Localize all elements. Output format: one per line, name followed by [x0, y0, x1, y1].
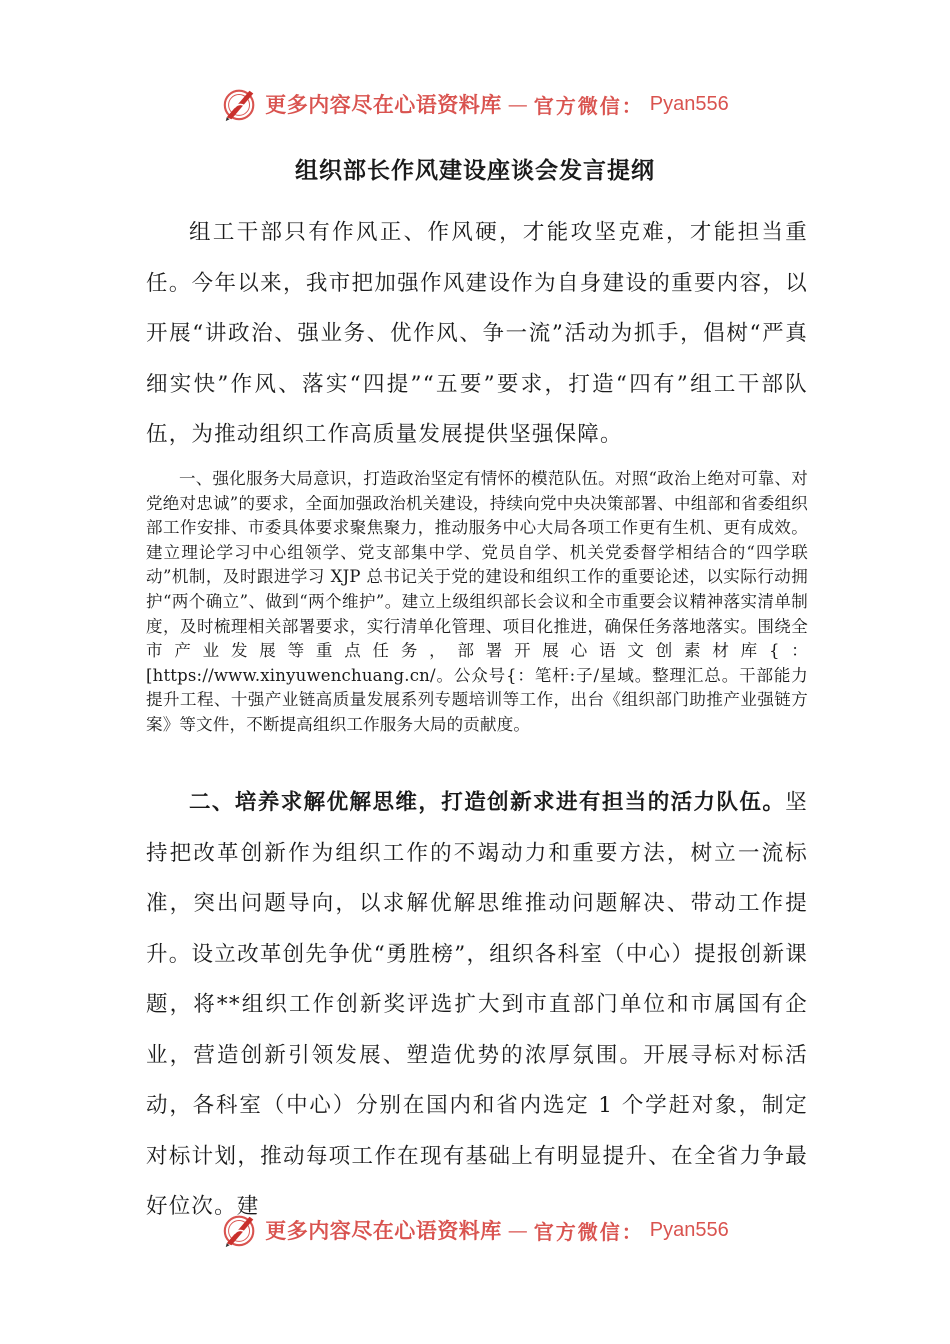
watermark-separator: —	[507, 1218, 528, 1242]
document-title: 组织部长作风建设座谈会发言提纲	[295, 158, 655, 184]
section-2-body: 坚持把改革创新作为组织工作的不竭动力和重要方法，树立一流标准，突出问题导向，以求解优解思维推动问题解决、带动工作提升。设立改革创先争优“勇胜榜”，组织各科室（中心）提报创新课题，将**组织工作创新奖评选扩大到市直部门单位和市属国有企业，营造创新引领发展、塑造优势的浓厚氛围。开展寻标对标活动，各科室（中心）分别在国内和省内选定 1 个学赶对象，制定对标计划，推动每项工作在现有基础上有明显提升、在全省力争最好位次。建	[146, 790, 808, 1219]
watermark-separator: —	[507, 92, 528, 116]
watermark-wechat-label: 官方微信：	[533, 93, 644, 118]
pen-logo-icon	[221, 85, 259, 123]
watermark-wechat-id: Pyan556	[649, 92, 729, 115]
watermark-main-text: 更多内容尽在心语资料库	[265, 1218, 502, 1243]
watermark-header	[0, 82, 950, 126]
watermark-footer	[0, 1208, 950, 1252]
watermark-wechat-label: 官方微信：	[533, 1219, 644, 1244]
section-1-paragraph: 一、强化服务大局意识，打造政治坚定有情怀的模范队伍。对照“政治上绝对可靠、对党绝对忠诚”的要求，全面加强政治机关建设，持续向党中央决策部署、中组部和省委组织部工作安排、市委具体要求聚焦聚力，推动服务中心大局各项工作更有生机、更有成效。建立理论学习中心组领学、党支部集中学、党员自学、机关党委督学相结合的“四学联动”机制，及时跟进学习 XJP 总书记关于党的建设和组织工作的重要论述，以实际行动拥护“两个确立”、做到“两个维护”。建立上级组织部长会议和全市重要会议精神落实清单制度，及时梳理相关部署要求，实行清单化管理、项目化推进，确保任务落地落实。围绕全市产业发展等重点任务，部署开展心语文创素材库{：[https://www.xinyuwenchuang.cn/。公众号{：笔杆:子/星域。整理汇总。干部能力提升工程、十强产业链高质量发展系列专题培训等工作，出台《组织部门助推产业强链方案》等文件，不断提高组织工作服务大局的贡献度。	[146, 469, 808, 734]
watermark-main-text: 更多内容尽在心语资料库	[265, 92, 502, 117]
intro-paragraph: 组工干部只有作风正、作风硬，才能攻坚克难，才能担当重任。今年以来，我市把加强作风建设作为自身建设的重要内容，以开展“讲政治、强业务、优作风、争一流”活动为抓手，倡树“严真细实快”作风、落实“四提”“五要”要求，打造“四有”组工干部队伍，为推动组织工作高质量发展提供坚强保障。	[146, 220, 808, 447]
section-2-heading: 二、培养求解优解思维，打造创新求进有担当的活力队伍。	[189, 790, 786, 815]
section-2-paragraph	[146, 778, 808, 1233]
watermark-wechat-id: Pyan556	[649, 1218, 729, 1241]
pen-logo-icon	[221, 1211, 259, 1249]
